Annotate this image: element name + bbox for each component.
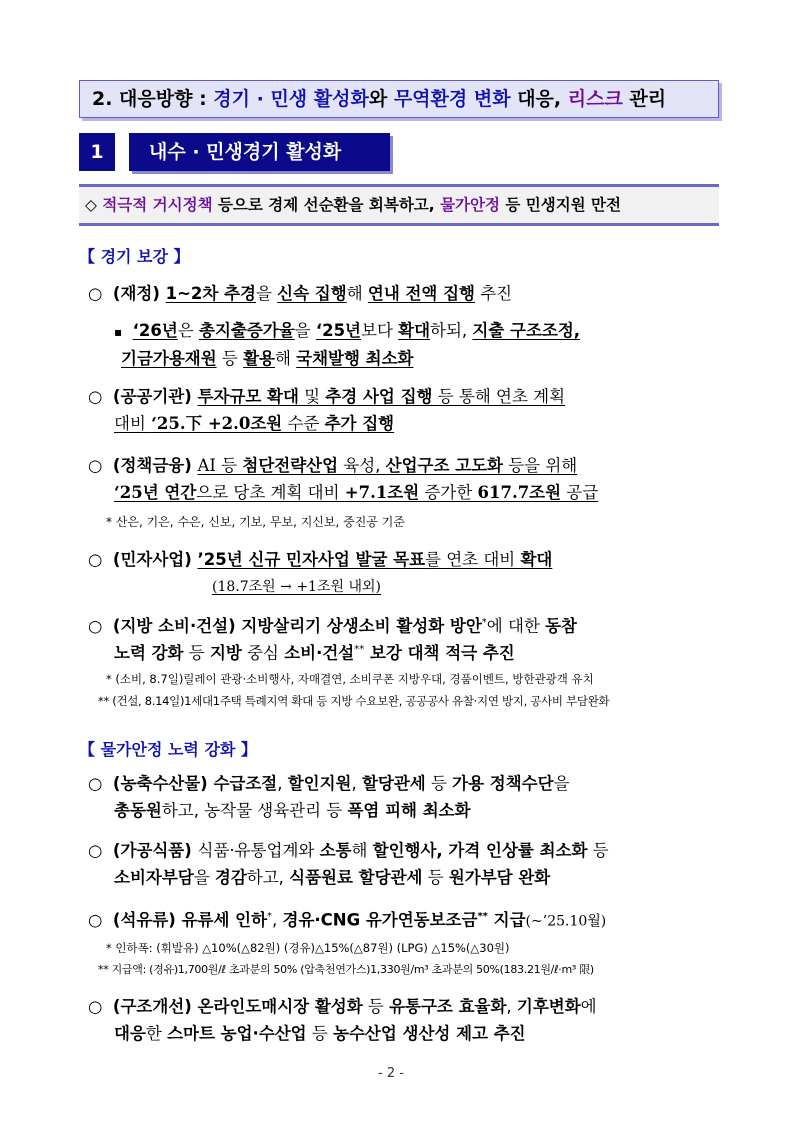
t: 확대 [398,321,431,340]
t: 총지출증가율 [199,321,295,340]
t: ‘26년 [132,321,178,340]
summary-s1: 적극적 거시정책 [102,196,213,214]
item-processed-food-line2 [114,867,550,889]
item-public-line2 [114,413,394,435]
t: 육성, [338,456,386,475]
t: 스마트 농업·수산업 [167,1024,307,1043]
t: 공급 [561,483,599,502]
t: 지출 구조조정, [472,321,581,340]
item-agri [88,773,570,795]
t: (지방 소비·건설) [112,616,242,636]
t: 연내 전액 집행 [367,284,475,303]
item-agri-line2 [114,800,471,822]
t: 산업구조 고도화 [385,456,503,475]
square-bullet-icon: ▪ [114,325,123,339]
t: 한 [145,1024,168,1043]
t: 보강 대책 적극 추진 [364,643,515,663]
section-number: 1 [79,133,115,171]
t: 은 [177,321,199,340]
t: 기후변화 [516,997,581,1016]
item-petroleum [88,906,606,933]
t: 유류세 인하 [181,910,268,930]
t: ‘25.下 +2.0조원 [151,414,283,433]
t: 하고, [246,868,290,887]
t: 수급조절 [213,774,278,793]
subheading-economy: 【 경기 보강 】 [79,247,190,266]
t: 신속 집행 [277,284,347,303]
circle-bullet-icon: ○ [88,550,103,569]
t: 소통 [319,841,352,860]
t: (18.7조원 → +1조원 내외) [212,579,381,595]
t: 투자규모 확대 [197,387,299,406]
t: 을 [294,321,316,340]
t: , [277,774,288,793]
summary-s3: 물가안정 [440,196,500,214]
t: 경유·CNG 유가연동보조금 [282,910,478,930]
t: 지급 [487,910,526,930]
t: (정책금융) [112,456,198,475]
t: 지방 [209,643,242,663]
item-fiscal-sub-line2 [121,348,413,370]
t: 확대 [520,550,553,569]
circle-bullet-icon: ○ [88,387,103,406]
item-local-line2 [114,639,515,665]
t: +7.1조원 [344,483,420,502]
summary-s4: 등 민생지원 만전 [499,196,621,214]
t: 중심 [241,643,285,663]
circle-bullet-icon: ○ [88,841,103,860]
item-structural-line2 [114,1023,526,1045]
t: 해 [346,284,368,303]
t: 등 [306,1024,334,1043]
t: (농축수산물) [112,774,214,793]
footnote-policy-finance: * 산은, 기은, 수은, 신보, 기보, 무보, 지신보, 중진공 기준 [106,515,405,529]
footnote-consumption: * (소비, 8.7일)릴레이 관광·소비행사, 자매결연, 소비쿠폰 지방우대, 경품이벤트, 방한관광객 유치 [106,672,594,686]
footnote-subsidy: ** 지급액: (경유)1,700원/ℓ 초과분의 50% (압축천연가스)1,330원/m³ 초과분의 50%(183.21원/ℓ·m³ 限) [98,963,594,976]
t: 온라인도매시장 활성화 [197,997,363,1016]
t: , [272,910,283,930]
t: 및 [298,387,326,406]
t: * [481,617,487,628]
header-part2: 와 [368,88,394,110]
t: 해 [351,841,373,860]
t: 국채발행 최소화 [296,349,414,368]
t: 1~2차 추경 [165,284,256,303]
t: 할인행사, 가격 인상률 최소화 [372,841,588,860]
t: 식품원료 할당관세 [289,868,423,887]
t: AI 등 [197,456,243,475]
item-private-investment [88,549,552,571]
t: 가용 정책수단 [452,774,554,793]
t: 하되, [430,321,473,340]
t: (재정) [112,284,166,303]
t: 할인지원 [287,774,352,793]
t: 등 [362,997,390,1016]
t: 소비자부담 [114,868,194,887]
summary-s2: 등으로 경제 선순환을 회복하고, [212,196,441,214]
t: 등 [587,841,609,860]
header-part3: 무역환경 변화 [393,88,511,110]
t: ‘25년 연간 [114,483,197,502]
t: 에 [580,997,597,1016]
circle-bullet-icon: ○ [88,910,103,930]
footnote-tax-cut: * 인하폭: (휘발유) △10%(△82원) (경유)△15%(△87원) (LPG) △15%(△30원) [106,941,510,955]
t: 등 [183,643,210,663]
item-private-investment-line2 [212,576,381,598]
t: 하고, 농작물 생육관리 등 [161,801,348,820]
t: 유통구조 효율화 [389,997,507,1016]
t: ’25년 신규 민자사업 발굴 목표 [197,550,426,569]
t: ‘25년 [315,321,361,340]
t: (가공식품) [112,841,198,860]
t: 으로 당초 계획 대비 [196,483,345,502]
t: 추가 집행 [324,414,395,433]
chapter-header [79,80,719,118]
t: 추경 사업 집행 [325,387,433,406]
t: 추진 [475,284,513,303]
t: 증가한 [419,483,478,502]
t: 소비·건설 [284,643,355,663]
t: (민자사업) [112,550,198,569]
item-fiscal-sub-line1 [114,320,580,343]
t: 등을 위해 [502,456,578,475]
circle-bullet-icon: ○ [88,997,103,1016]
t: 폭염 피해 최소화 [347,801,471,820]
t: 등 통해 연초 계획 [432,387,566,406]
t: 을 [255,284,278,303]
t: 대비 [114,414,152,433]
circle-bullet-icon: ○ [88,616,103,636]
header-part6: 관리 [622,88,667,110]
item-fiscal [88,283,512,305]
circle-bullet-icon: ○ [88,284,103,303]
t: 를 연초 대비 [425,550,521,569]
t: 총동원 [114,801,162,820]
t: 등 [422,868,449,887]
t: 617.7조원 [477,483,562,502]
header-prefix: 2. 대응방향 : [92,88,214,110]
item-policy-finance [88,455,577,477]
item-policy-finance-line2 [114,482,598,504]
t: (공공기관) [112,387,198,406]
t: * [267,911,273,922]
t: 해 [274,349,297,368]
t: 농수산업 생산성 제고 추진 [333,1024,526,1043]
t: 노력 강화 [114,643,184,663]
item-public [88,386,565,408]
t: 을 [553,774,570,793]
t: 등 [216,349,244,368]
t: , [506,997,517,1016]
t: 보다 [361,321,399,340]
t: ** [477,911,488,922]
circle-bullet-icon: ○ [88,774,103,793]
t: (~’25.10월) [525,913,607,930]
t: 기금가용재원 [121,349,217,368]
header-part4: 대응, [510,88,568,110]
summary-box [79,184,719,226]
t: 수준 [282,414,325,433]
t: 동참 [545,616,577,636]
footnote-construction: ** (건설, 8.14일)1세대1주택 특례지역 확대 등 지방 수요보완, 공공공사 유찰·지연 방지, 공사비 부담완화 [98,694,610,708]
diamond-icon: ◇ [85,196,97,214]
item-local [88,612,577,638]
subheading-price-stability: 【 물가안정 노력 강화 】 [79,740,257,759]
header-part1: 경기 · 민생 활성화 [213,88,369,110]
item-processed-food [88,840,609,862]
t: 에 대한 [486,616,546,636]
t: 지방살리기 상생소비 활성화 방안 [241,616,482,636]
t: (구조개선) [112,997,198,1016]
t: 활용 [243,349,275,368]
t: 첨단전략산업 [242,456,339,475]
section-title: 내수 · 민생경기 활성화 [129,133,390,171]
circle-bullet-icon: ○ [88,456,103,475]
t: 을 [193,868,215,887]
t: , [351,774,362,793]
t: 등 [425,774,453,793]
page-number: - 2 - [378,1066,404,1081]
t: 대응 [114,1024,146,1043]
header-part5: 리스크 [567,88,623,110]
t: 할당관세 [361,774,426,793]
t: (석유류) [112,910,182,930]
item-structural [88,996,597,1018]
t: ** [354,644,365,655]
t: 식품·유통업계와 [197,841,320,860]
t: 경감 [214,868,247,887]
t: 원가부담 완화 [448,868,551,887]
